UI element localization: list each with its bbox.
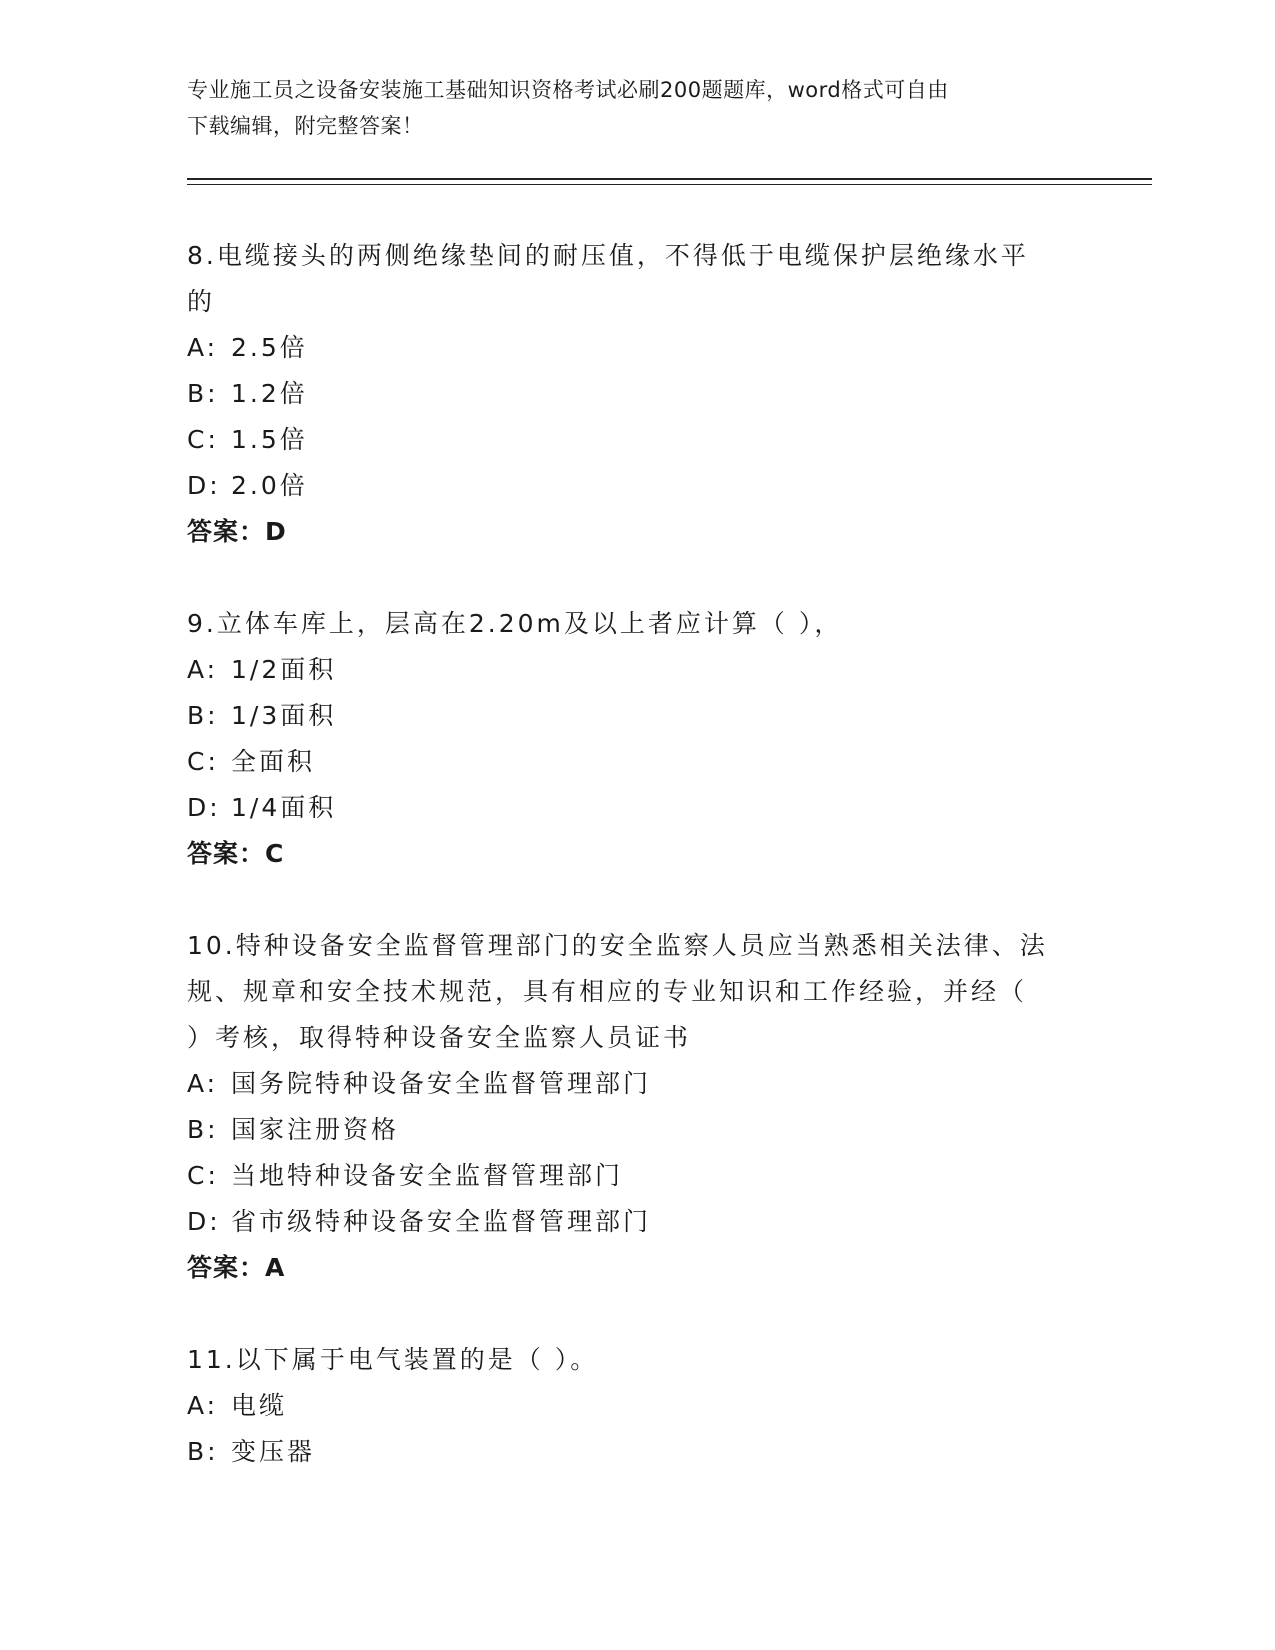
option-b [187, 1429, 1087, 1475]
spacer [187, 1291, 1087, 1337]
question-stem: 9.立体车库上，层高在2.20m及以上者应计算（ ）， [187, 609, 843, 638]
option-text: 变压器 [231, 1437, 316, 1466]
answer: 答案：D [187, 517, 287, 546]
question-11 [187, 1337, 1087, 1475]
option-key: D: [187, 471, 221, 500]
option-text: 2.5倍 [231, 333, 308, 362]
option-text: 1.5倍 [231, 425, 308, 454]
option-text: 2.0倍 [231, 471, 308, 500]
option-text: 1/2面积 [231, 655, 337, 684]
option-key: B: [187, 1437, 219, 1466]
spacer [187, 877, 1087, 923]
option-key: B: [187, 379, 219, 408]
question-stem: 8.电缆接头的两侧绝缘垫间的耐压值，不得低于电缆保护层绝缘水平 [187, 241, 1029, 270]
option-d [187, 463, 1087, 509]
option-text: 国务院特种设备安全监督管理部门 [231, 1069, 652, 1098]
question-list [187, 233, 1087, 1475]
option-b [187, 693, 1087, 739]
option-text: 1/3面积 [231, 701, 337, 730]
question-10 [187, 923, 1087, 1291]
document-header [187, 72, 1067, 144]
option-d [187, 785, 1087, 831]
option-b [187, 1107, 1087, 1153]
option-text: 全面积 [231, 747, 316, 776]
option-text: 1/4面积 [231, 793, 337, 822]
option-key: B: [187, 1115, 219, 1144]
option-key: C: [187, 747, 219, 776]
option-d [187, 1199, 1087, 1245]
option-key: B: [187, 701, 219, 730]
answer: 答案：C [187, 839, 285, 868]
option-key: A: [187, 1391, 219, 1420]
header-divider-thin [187, 184, 1152, 185]
option-key: D: [187, 1207, 221, 1236]
option-a [187, 325, 1087, 371]
question-stem: 规、规章和安全技术规范，具有相应的专业知识和工作经验，并经（ [187, 977, 1028, 1006]
option-key: A: [187, 1069, 219, 1098]
option-a [187, 1061, 1087, 1107]
option-text: 国家注册资格 [231, 1115, 400, 1144]
option-key: A: [187, 333, 219, 362]
option-c [187, 739, 1087, 785]
answer: 答案：A [187, 1253, 286, 1282]
question-stem: 的 [187, 287, 216, 316]
option-text: 当地特种设备安全监督管理部门 [231, 1161, 624, 1190]
option-a [187, 647, 1087, 693]
question-9 [187, 601, 1087, 877]
header-line-2: 下载编辑，附完整答案！ [187, 114, 424, 138]
header-line-1: 专业施工员之设备安装施工基础知识资格考试必刷200题题库，word格式可自由 [187, 78, 949, 102]
option-b [187, 371, 1087, 417]
header-divider-thick [187, 178, 1152, 180]
question-stem: ）考核，取得特种设备安全监察人员证书 [187, 1023, 692, 1052]
question-stem: 11.以下属于电气装置的是（ ）。 [187, 1345, 599, 1374]
option-text: 电缆 [231, 1391, 288, 1420]
option-c [187, 417, 1087, 463]
option-c [187, 1153, 1087, 1199]
option-text: 省市级特种设备安全监督管理部门 [231, 1207, 652, 1236]
question-stem: 10.特种设备安全监督管理部门的安全监察人员应当熟悉相关法律、法 [187, 931, 1048, 960]
option-a [187, 1383, 1087, 1429]
spacer [187, 555, 1087, 601]
question-8 [187, 233, 1087, 555]
option-key: D: [187, 793, 221, 822]
option-key: A: [187, 655, 219, 684]
option-text: 1.2倍 [231, 379, 308, 408]
option-key: C: [187, 1161, 219, 1190]
option-key: C: [187, 425, 219, 454]
